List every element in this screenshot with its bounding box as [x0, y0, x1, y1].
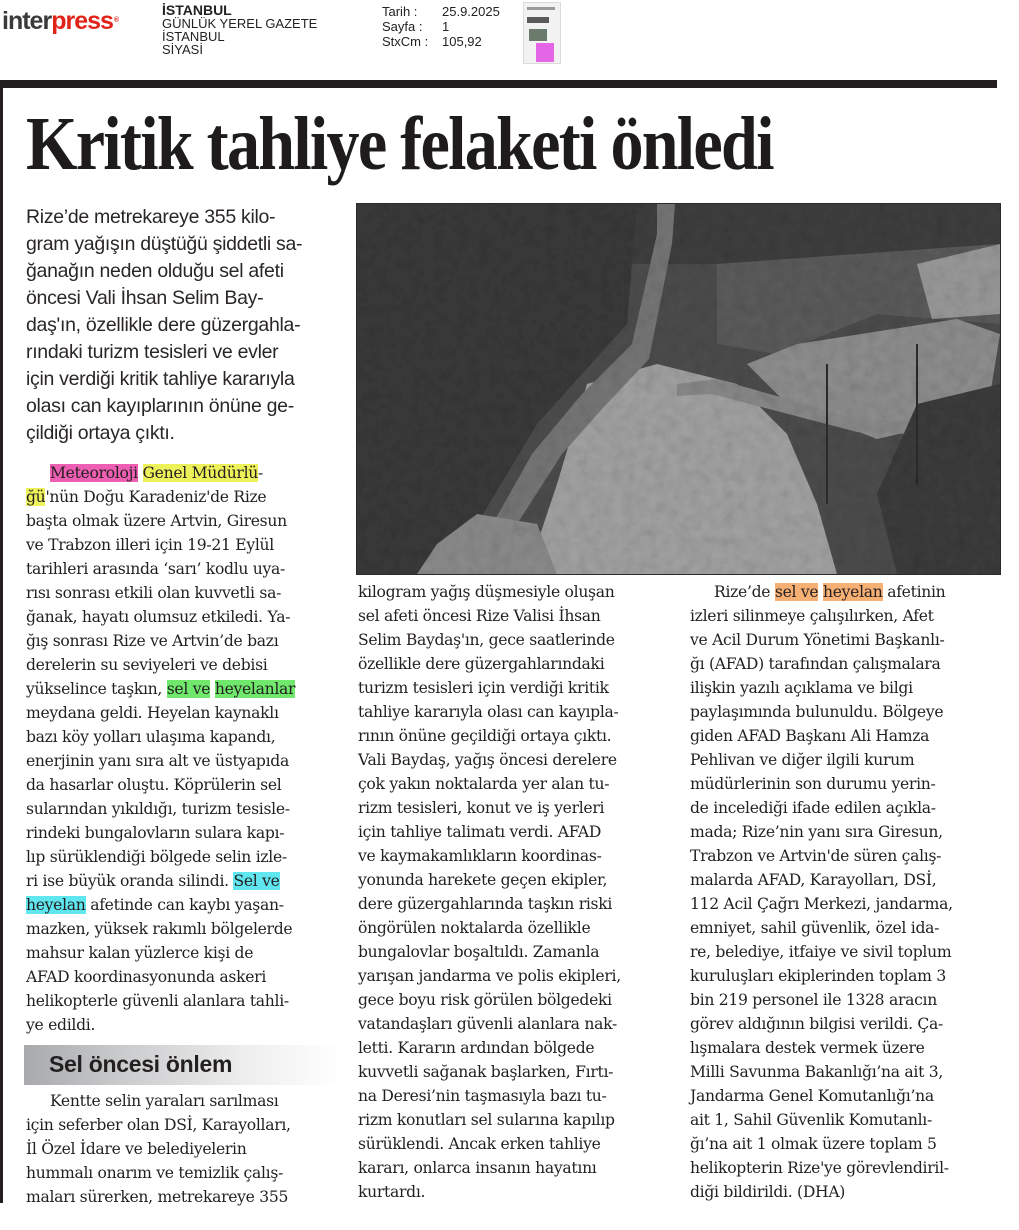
col3-line: giden AFAD Başkanı Ali Hamza — [690, 727, 930, 745]
subheading-text: Sel öncesi önlem — [49, 1051, 233, 1077]
col2-line: turizm tesisleri için verdiği kritik — [358, 679, 609, 697]
col2-line: sel afeti öncesi Rize Valisi İhsan — [358, 607, 601, 625]
stxcm-label: StxCm : — [382, 34, 429, 49]
highlight-sel-ve: sel ve — [166, 680, 211, 698]
col2-line: için tahliye talimatı verdi. AFAD — [358, 823, 602, 841]
article-column-2 — [358, 580, 683, 1204]
col3-line: diği bildirildi. (DHA) — [690, 1183, 846, 1201]
subheading-bar — [24, 1045, 340, 1085]
col3-line: paylaşımında bulunuldu. Bölgeye — [690, 703, 944, 721]
logo-part-1: inter — [2, 7, 52, 35]
lead-line: gram yağışın düştüğü şiddetli sa- — [26, 233, 303, 255]
lead-line: olası can kayıplarının önüne ge- — [26, 395, 294, 417]
meta-stxcm-row — [382, 34, 500, 49]
publication-category: SİYASİ — [162, 42, 203, 57]
col2-line: rının önüne geçildiği ortaya çıktı. — [358, 727, 612, 745]
col3-line: helikopterin Rize'ye görevlendiril- — [690, 1159, 949, 1177]
col1-line: lıp sürüklendiği bölgede selin izle- — [26, 848, 287, 866]
col1-line: tarihleri arasında ‘sarı’ kodlu uya- — [26, 560, 286, 578]
col2-line: tahliye kararıyla olası can kayıpla- — [358, 703, 619, 721]
thumb-photo — [529, 29, 547, 41]
col1-line: helikopterle güvenli alanlara tahli- — [26, 992, 289, 1010]
publication-info — [162, 4, 317, 56]
flood-aerial-photo — [356, 203, 1001, 575]
lead-line: ğanağın neden olduğu sel afeti — [26, 260, 284, 282]
col2-line: yarışan jandarma ve polis ekipleri, — [358, 967, 621, 985]
col2-line: dere güzergahlarında taşkın riski — [358, 895, 613, 913]
col3-line: emniyet, sahil güvenlik, özel ida- — [690, 919, 940, 937]
article-lead — [26, 204, 336, 447]
col1-line: AFAD koordinasyonunda askeri — [26, 968, 267, 986]
col2-line: öngörülen noktalarda özellikle — [358, 919, 591, 937]
publication-location: İSTANBUL — [162, 29, 225, 44]
date-label: Tarih : — [382, 4, 418, 19]
thumb-clip-highlight — [536, 43, 554, 62]
col1-line: derelerin su seviyeleri ve debisi — [26, 656, 268, 674]
col1-line — [26, 485, 341, 509]
col2-line: kuvvetli sağanak başlarken, Fırtı- — [358, 1063, 614, 1081]
col3-line: 112 Acil Çağrı Merkezi, jandarma, — [690, 895, 953, 913]
text-run: Rize’de — [714, 583, 775, 601]
article-column-1-continued — [26, 1089, 341, 1209]
meta-page-row — [382, 19, 500, 34]
col2-line: vatandaşları güvenli alanlara nak- — [358, 1015, 617, 1033]
col3-line: lışmalara destek vermek üzere — [690, 1039, 925, 1057]
col1-line: ğış sonrası Rize ve Artvin’de bazı — [26, 632, 279, 650]
col1b-line: maları sürerken, metrekareye 355 — [26, 1188, 289, 1206]
col2-line: kurtardı. — [358, 1183, 426, 1201]
col3-line: görev aldığının bilgisi verildi. Ça- — [690, 1015, 943, 1033]
highlight-sel-ve-3: sel ve — [774, 583, 819, 601]
highlight-meteoroloji: Meteoroloji — [50, 464, 138, 482]
top-rule — [0, 80, 997, 88]
lead-line: çildiği ortaya çıktı. — [26, 422, 175, 444]
highlight-heyelan-2: heyelan — [823, 583, 883, 601]
highlight-heyelan: heyelan — [26, 896, 86, 914]
page-label: Sayfa : — [382, 19, 423, 34]
registered-mark: ® — [113, 17, 119, 24]
col3-line: ğı (AFAD) tarafından çalışmalara — [690, 655, 941, 673]
col2-line: kilogram yağış düşmesiyle oluşan — [358, 583, 615, 601]
photo-image — [357, 204, 1000, 574]
col1b-line: İl Özel İdare ve belediyelerin — [26, 1140, 247, 1158]
col3-line: ait 1, Sahil Güvenlik Komutanlı- — [690, 1111, 932, 1129]
col3-line: re, belediye, itfaiye ve sivil toplum — [690, 943, 952, 961]
col2-line: Vali Baydaş, yağış öncesi derelere — [358, 751, 617, 769]
col1-line — [26, 461, 341, 485]
col1-line: bazı köy yolları ulaşıma kapandı, — [26, 728, 276, 746]
highlight-genel-mudurlu: Genel Müdürlü — [142, 464, 259, 482]
col3-line: izleri silinmeye çalışılırken, Afet — [690, 607, 934, 625]
text-run: yükselince taşkın, — [26, 680, 167, 698]
lead-line: öncesi Vali İhsan Selim Bay- — [26, 287, 264, 309]
lead-line: daş'ın, özellikle dere güzergahla- — [26, 314, 301, 336]
meta-date-row — [382, 4, 500, 19]
col3-line: Jandarma Genel Komutanlığı’na — [690, 1087, 934, 1105]
col1b-line: hummalı onarım ve temizlik çalış- — [26, 1164, 284, 1182]
col1-line: meydana geldi. Heyelan kaynaklı — [26, 704, 279, 722]
col1-line: ğanak, hayatı olumsuz etkiledi. Ya- — [26, 608, 291, 626]
col2-line: letti. Kararın ardından bölgede — [358, 1039, 595, 1057]
lead-line: Rize’de metrekareye 355 kilo- — [26, 206, 276, 228]
page-value: 1 — [442, 19, 450, 34]
col1b-line: için seferber olan DSİ, Karayolları, — [26, 1116, 291, 1134]
col2-line: Selim Baydaş'ın, gece saatlerinde — [358, 631, 615, 649]
thumb-masthead — [527, 7, 555, 10]
col3-line: bin 219 personel ile 1328 aracın — [690, 991, 937, 1009]
stxcm-value: 105,92 — [442, 34, 482, 49]
col2-line: ve kaymakamlıkların koordinas- — [358, 847, 602, 865]
interpress-logo — [2, 6, 118, 36]
col3-line: ve Acil Durum Yönetimi Başkanlı- — [690, 631, 945, 649]
col3-line: Pehlivan ve diğer ilgili kurum — [690, 751, 915, 769]
text-run: afetinde can kaybı yaşan- — [85, 896, 284, 914]
text-run: afetinin — [882, 583, 946, 601]
publication-type: GÜNLÜK YEREL GAZETE — [162, 16, 318, 31]
highlight-heyelanlar: heyelanlar — [214, 680, 296, 698]
highlight-sel-ve-2: Sel ve — [233, 872, 280, 890]
col3-line: malarda AFAD, Karayolları, DSİ, — [690, 871, 937, 889]
clipping-meta — [382, 4, 500, 49]
left-rule — [0, 80, 3, 1203]
col2-line: rizm tesisleri, konut ve iş yerleri — [358, 799, 605, 817]
page-thumbnail-icon[interactable] — [523, 2, 561, 64]
highlight-gu: ğü — [26, 488, 46, 506]
col3-line: Milli Savunma Bakanlığı’na ait 3, — [690, 1063, 944, 1081]
col1-line: ye edildi. — [26, 1016, 96, 1034]
text-run: 'nün Doğu Karadeniz'de Rize — [45, 488, 267, 506]
col1-line: sularından yıkıldığı, turizm tesisle- — [26, 800, 290, 818]
col3-line: de incelediği ifade edilen açıkla- — [690, 799, 936, 817]
lead-line: rındaki turizm tesisleri ve evler — [26, 341, 279, 363]
text-run: ri ise büyük oranda silindi. — [26, 872, 234, 890]
thumb-headline — [527, 17, 549, 23]
col1-line: da hasarlar oluştu. Köprülerin sel — [26, 776, 282, 794]
col1-line: mazken, yüksek rakımlı bölgelerde — [26, 920, 293, 938]
lead-line: için verdiği kritik tahliye kararıyla — [26, 368, 295, 390]
col1-line — [26, 893, 341, 917]
col2-line: sürüklendi. Ancak erken tahliye — [358, 1135, 601, 1153]
col3-line: ğı’na ait 1 olmak üzere toplam 5 — [690, 1135, 937, 1153]
col2-line: gece boyu risk görülen bölgedeki — [358, 991, 612, 1009]
clipping-header — [0, 0, 1019, 70]
col2-line: kararı, onlarca insanın hayatını — [358, 1159, 597, 1177]
col2-line: na Deresi’nin taşmasıyla bazı tu- — [358, 1087, 607, 1105]
col1-line — [26, 869, 341, 893]
col2-line: yonunda harekete geçen ekipler, — [358, 871, 608, 889]
col3-line: ilişkin yazılı açıklama ve bilgi — [690, 679, 913, 697]
col1-line: rindeki bungalovların sulara kapı- — [26, 824, 285, 842]
col1-line: ve Trabzon illeri için 19-21 Eylül — [26, 536, 274, 554]
col1-line: başta olmak üzere Artvin, Giresun — [26, 512, 287, 530]
logo-part-2: press — [51, 7, 113, 35]
col1-line: mahsur kalan yüzlerce kişi de — [26, 944, 254, 962]
date-value: 25.9.2025 — [442, 4, 500, 19]
col1-line: rısı sonrası etkili olan kuvvetli sa- — [26, 584, 282, 602]
article-column-1 — [26, 461, 341, 1037]
col1-line: enerjinin yanı sıra alt ve üstyapıda — [26, 752, 289, 770]
col3-line: kuruluşları ekiplerinden toplam 3 — [690, 967, 946, 985]
publication-city: İSTANBUL — [162, 2, 232, 18]
col3-line: Trabzon ve Artvin'de süren çalış- — [690, 847, 942, 865]
col2-line: bungalovlar boşaltıldı. Zamanla — [358, 943, 600, 961]
col1-line — [26, 677, 341, 701]
col2-line: çok yakın noktalarda yer alan tu- — [358, 775, 610, 793]
col2-line: özellikle dere güzergahlarındaki — [358, 655, 605, 673]
col3-line — [690, 580, 1015, 604]
col2-line: rizm konutları sel sularına kapılıp — [358, 1111, 615, 1129]
article-headline: Kritik tahliye felaketi önledi — [26, 102, 773, 186]
hyphen: - — [258, 464, 264, 482]
col3-line: mada; Rize’nin yanı sıra Giresun, — [690, 823, 943, 841]
article-column-3 — [690, 580, 1015, 1204]
col3-line: müdürlerinin son durumu yerin- — [690, 775, 936, 793]
col1b-line: Kentte selin yaraları sarılması — [50, 1092, 279, 1110]
